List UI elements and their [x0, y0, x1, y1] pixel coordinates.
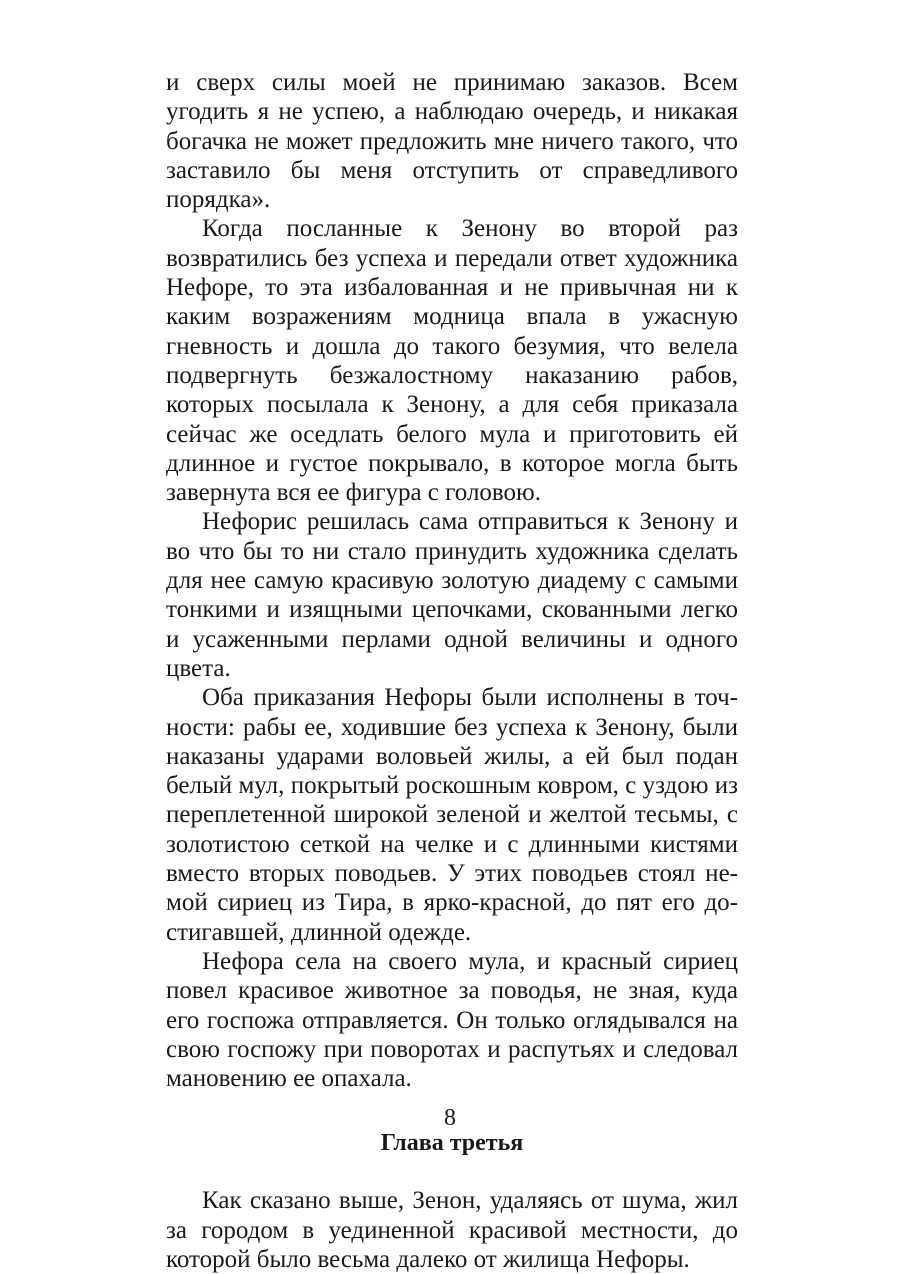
- paragraph-5: Нефора села на своего мула, и красный сириец повел красивое животное за поводья, не зная, куда его госпожа отправляется. Он только оглядывался на свою госпожу при поворотах и распутьях и следовал мановению ее опахала.: [166, 947, 738, 1093]
- paragraph-3: Нефорис решилась сама отправиться к Зенону и во что бы то ни стало принудить художника сделать для нее самую красивую золотую диадему с самыми тонкими и изящными цепочками, скованными легко и усаженными перлами одной величины и одного цвета.: [166, 508, 738, 682]
- paragraph-1: и сверх силы моей не принимаю заказов. Всем угодить я не успею, а наблюдаю очередь, и никакая богачка не может предложить мне ничего такого, что заставило бы меня отступить от справедливого порядка».: [166, 69, 738, 214]
- paragraph-2: Когда посланные к Зенону во второй раз возвратились без успеха и передали ответ художника Нефоре, то эта избалованная и не привычная ни к каким возражениям модница впала в ужасную гневность и дошла до такого безумия, что велела подвергнуть безжалостному наказанию рабов, которых посылала к Зенону, а для себя приказала сейчас же оседлать белого мула и приготовить ей длинное и густое покрывало, в которое могла быть завернута вся ее фигура с головою.: [166, 215, 738, 507]
- paragraph-4: Оба приказания Нефоры были исполнены в точности: рабы ее, ходившие без успеха к Зенону, были наказаны ударами воловьей жилы, а ей был подан белый мул, покрытый роскошным ковром, с уздою из переплетенной широкой зеленой и желтой тесьмы, с золотистою сеткой на челке и с длинными кистями вместо вторых поводьев. У этих поводьев стоял немой сириец из Тира, в ярко-красной, до пят его достигавшей, длинной одежде.: [166, 684, 738, 946]
- body-text: [166, 68, 738, 1274]
- chapter-paragraph-1: Как сказано выше, Зенон, удаляясь от шума, жил за городом в уединенной красивой местности, до которой было весьма далеко от жилища Нефоры.: [166, 1187, 738, 1273]
- chapter-heading: Глава третья: [380, 1130, 524, 1157]
- page-number: 8: [444, 1105, 456, 1131]
